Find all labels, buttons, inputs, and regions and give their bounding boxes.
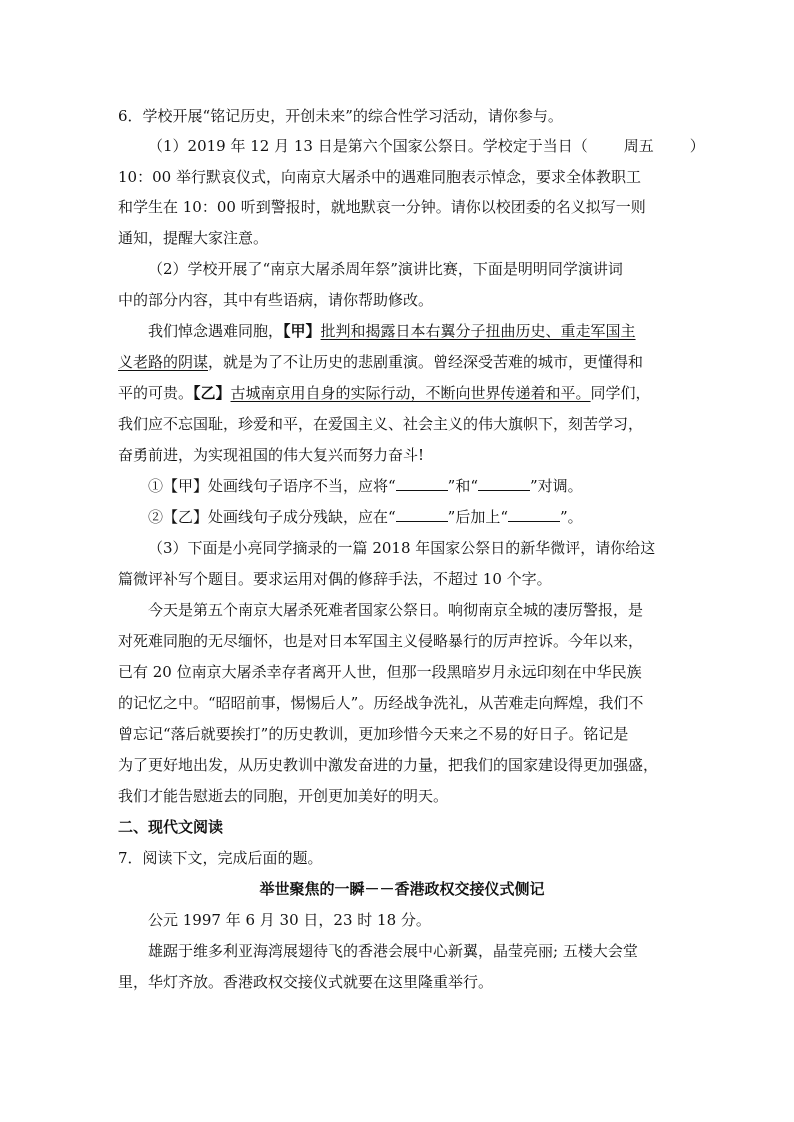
subquestion-2: [148, 507, 583, 527]
q6-part1-line2: 10：00 举行默哀仪式，向南京大屠杀中的遇难同胞表示悼念，要求全体教职工: [118, 168, 641, 186]
article-paragraph-2-line2: 里，华灯齐放。香港政权交接仪式就要在这里隆重举行。: [118, 973, 494, 991]
speech-line4: 我们应不忘国耻，珍爱和平，在爱国主义、社会主义的伟大旗帜下，刻苦学习，: [118, 415, 644, 433]
subquestion-text: ①【甲】处画线句子语序不当，应将“: [148, 477, 396, 495]
review-line3: 已有 20 位南京大屠杀幸存者离开人世，但那一段黑暗岁月永远印刻在中华民族: [118, 663, 642, 681]
review-line6: 为了更好地出发，从历史教训中激发奋进的力量，把我们的国家建设得更加强盛，: [118, 756, 659, 774]
q6-stem: 6．学校开展“铭记历史，开创未来”的综合性学习活动，请你参与。: [118, 107, 563, 125]
underlined-sentence-jia-end: 义老路的阴谋: [118, 353, 209, 371]
q6-part3-line2: 篇微评补写个题目。要求运用对偶的修辞手法，不超过 10 个字。: [118, 570, 552, 588]
section-heading: 二、现代文阅读: [118, 818, 224, 836]
q6-part1-line4: 通知，提醒大家注意。: [118, 229, 269, 247]
review-line5: 曾忘记“落后就要挨打”的历史教训，更加珍惜今天来之不易的好日子。铭记是: [118, 725, 629, 743]
underlined-sentence-jia: 批判和揭露日本右翼分子扭曲历史、重走军国主: [320, 322, 636, 340]
answer-blank[interactable]: [508, 507, 560, 522]
q6-part1-text: （1）2019 年 12 月 13 日是第六个国家公祭日。学校定于当日（: [148, 137, 588, 155]
answer-blank[interactable]: [478, 476, 530, 491]
q7-stem: 7．阅读下文，完成后面的题。: [118, 849, 323, 867]
speech-line2: [118, 352, 643, 372]
article-paragraph-2-line1: 雄踞于维多利亚海湾展翅待飞的香港会展中心新翼，晶莹亮丽; 五楼大会堂: [148, 942, 638, 960]
subquestion-text: ”后加上“: [447, 508, 509, 526]
speech-text: ，就是为了不让历史的悲剧重演。曾经深受苦难的城市，更懂得和: [208, 353, 644, 371]
q6-part2-line1: （2）学校开展了“南京大屠杀周年祭”演讲比赛，下面是明明同学演讲词: [148, 260, 623, 278]
speech-line3: [118, 383, 651, 403]
q6-part3-line1: （3）下面是小亮同学摘录的一篇 2018 年国家公祭日的新华微评，请你给这: [148, 539, 656, 557]
q6-part1-line3: 和学生在 10：00 听到警报时，就地默哀一分钟。请你以校团委的名义拟写一则: [118, 198, 646, 216]
subquestion-1: [148, 476, 583, 496]
review-line4: 的记忆之中。“昭昭前事，惕惕后人”。历经战争洗礼，从苦难走向辉煌，我们不: [118, 694, 644, 712]
review-line2: 对死难同胞的无尽缅怀，也是对日本军国主义侵略暴行的厉声控诉。今年以来，: [118, 632, 644, 650]
subquestion-text: ②【乙】处画线句子成分残缺，应在“: [148, 508, 396, 526]
speech-text: 平的可贵。: [118, 384, 194, 402]
q6-part1-paren: ）: [689, 137, 705, 155]
marker-jia: 【甲】: [283, 322, 321, 340]
article-paragraph-1: 公元 1997 年 6 月 30 日，23 时 18 分。: [148, 911, 431, 929]
q6-part1-day-answer: 周五: [623, 137, 654, 155]
subquestion-text: ”。: [560, 508, 583, 526]
underlined-sentence-yi: 古城南京用自身的实际行动，不断向世界传递着和平。: [230, 384, 591, 402]
answer-blank[interactable]: [396, 476, 448, 491]
speech-line1: [148, 321, 636, 341]
answer-blank[interactable]: [396, 507, 448, 522]
article-title: 举世聚焦的一瞬－－香港政权交接仪式侧记: [259, 880, 545, 898]
speech-text: 同学们，: [590, 384, 651, 402]
speech-text: 我们悼念遇难同胞，: [148, 322, 284, 340]
subquestion-text: ”对调。: [530, 477, 583, 495]
q6-part1-line1: [148, 136, 705, 156]
review-line7: 我们才能告慰逝去的同胞，开创更加美好的明天。: [118, 787, 449, 805]
subquestion-text: ”和“: [447, 477, 479, 495]
speech-line5: 奋勇前进，为实现祖国的伟大复兴而努力奋斗!: [118, 446, 425, 464]
review-line1: 今天是第五个南京大屠杀死难者国家公祭日。响彻南京全城的凄厉警报，是: [148, 601, 644, 619]
q6-part2-line2: 中的部分内容，其中有些语病，请你帮助修改。: [118, 291, 434, 309]
marker-yi: 【乙】: [193, 384, 231, 402]
